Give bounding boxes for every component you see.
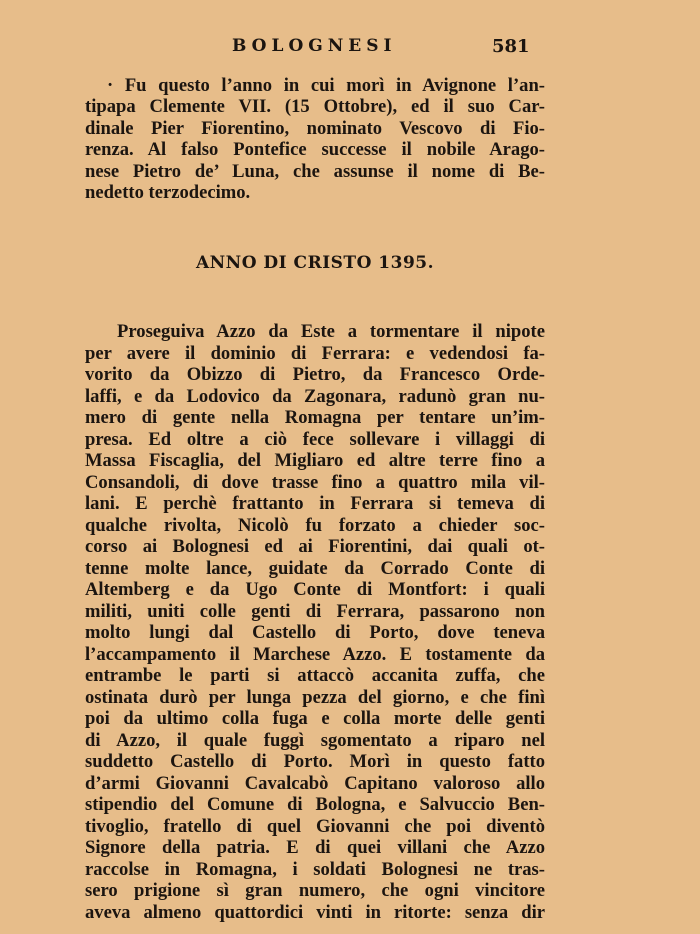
text-line: mero di gente nella Romagna per tentare un’im-: [85, 407, 545, 428]
text-line: suddetto Castello di Porto. Morì in questo fatto: [85, 751, 545, 772]
page-number: 581: [492, 36, 530, 57]
text-line: nese Pietro de’ Luna, che assunse il nome di Be-: [85, 160, 545, 182]
text-line: qualche rivolta, Nicolò fu forzato a chieder soc-: [85, 514, 545, 536]
text-line: tivoglio, fratello di quel Giovanni che poi diventò: [85, 815, 545, 837]
text-line: per avere il dominio di Ferrara: e vedendosi fa-: [85, 342, 545, 364]
section-heading: ANNO DI CRISTO 1395.: [195, 253, 435, 273]
text-line: entrambe le parti si attaccò accanita zuffa, che: [85, 665, 545, 686]
text-line: lani. E perchè frattanto in Ferrara si temeva di: [85, 493, 545, 514]
text-line: Signore della patria. E di quei villani che Azzo: [85, 837, 545, 858]
text-line: Altemberg e da Ugo Conte di Montfort: i quali: [85, 579, 545, 600]
text-line: Massa Fiscaglia, del Migliaro ed altre terre fino a: [85, 450, 545, 471]
text-line: Proseguiva Azzo da Este a tormentare il nipote: [117, 321, 545, 342]
running-head: [0, 36, 700, 60]
text-line: tenne molte lance, guidate da Corrado Conte di: [85, 557, 545, 579]
text-line: tipapa Clemente VII. (15 Ottobre), ed il suo Car-: [85, 96, 545, 118]
paragraph-main: [85, 321, 545, 923]
text-line: poi da ultimo colla fuga e colla morte delle genti: [85, 708, 545, 729]
text-line: nedetto terzodecimo.: [85, 182, 251, 204]
text-line: molto lungi dal Castello di Porto, dove teneva: [85, 622, 545, 643]
text-line: laffi, e da Lodovico da Zagonara, radunò gran nu-: [85, 385, 545, 407]
text-line: vorito da Obizzo di Pietro, da Francesco Orde-: [85, 364, 545, 385]
text-line: renza. Al falso Pontefice successe il nobile Arago-: [85, 139, 545, 161]
running-title: BOLOGNESI: [232, 36, 397, 56]
text-line: stipendio del Comune di Bologna, e Salvuccio Ben-: [85, 794, 545, 815]
paragraph-intro: [85, 75, 545, 204]
text-line: presa. Ed oltre a ciò fece sollevare i villaggi di: [85, 428, 545, 450]
text-line: · Fu questo l’anno in cui morì in Avignone l’an-: [107, 75, 545, 96]
text-line: dinale Pier Fiorentino, nominato Vescovo di Fio-: [85, 117, 545, 139]
text-line: d’armi Giovanni Cavalcabò Capitano valoroso allo: [85, 772, 545, 794]
text-line: Consandoli, di dove trasse fino a quattro mila vil-: [85, 471, 545, 493]
text-line: ostinata durò per lunga pezza del giorno, e che finì: [85, 686, 545, 708]
text-line: l’accampamento il Marchese Azzo. E tostamente da: [85, 643, 545, 665]
text-line: militi, uniti colle genti di Ferrara, passarono non: [85, 600, 545, 622]
text-line: sero prigione sì gran numero, che ogni vincitore: [85, 880, 545, 901]
text-line: di Azzo, il quale fuggì sgomentato a riparo nel: [85, 729, 545, 751]
text-line: raccolse in Romagna, i soldati Bolognesi ne tras-: [85, 858, 545, 880]
text-line: corso ai Bolognesi ed ai Fiorentini, dai quali ot-: [85, 536, 545, 557]
text-line: aveva almeno quattordici vinti in ritorte: senza dir: [85, 901, 545, 923]
